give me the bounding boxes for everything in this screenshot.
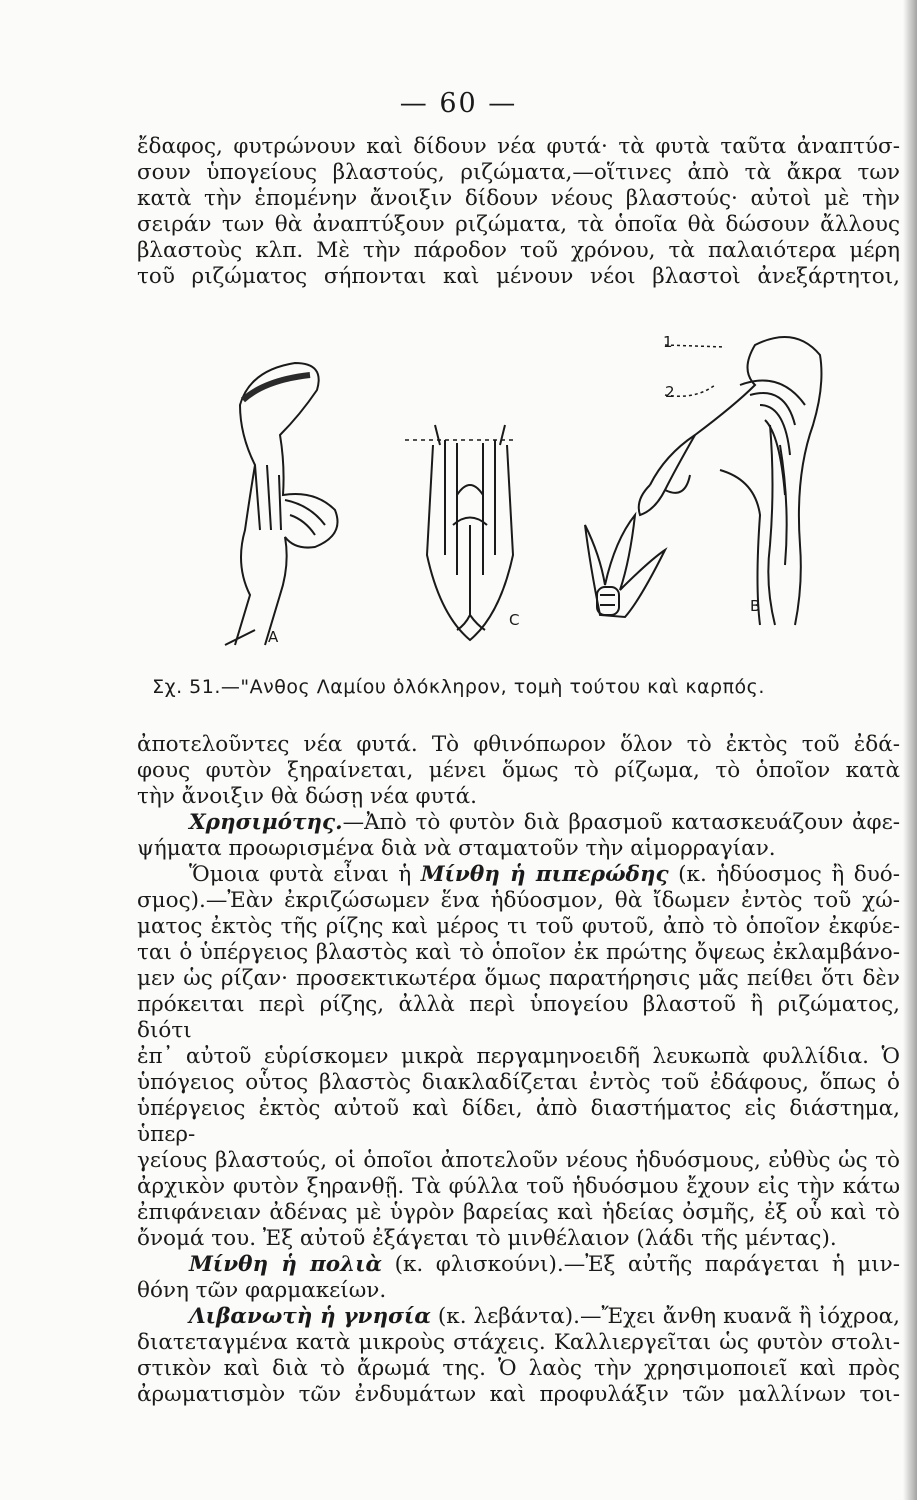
- text-line: ματος ἐκτὸς τῆς ρίζης καὶ μέρος τι τοῦ φυτοῦ, ἀπὸ τὸ ὁποῖον ἐκφύε-: [137, 914, 900, 939]
- text-line: ἀρχικὸν φυτὸν ξηρανθῇ. Τὰ φύλλα τοῦ ἡδυόσμου ἔχουν εἰς τὴν κάτω: [137, 1174, 900, 1199]
- fruit-drawing: [585, 515, 665, 617]
- paragraph-mint-polia: [137, 1252, 900, 1278]
- figure-label-1: 1: [663, 333, 673, 351]
- text-line: ται ὁ ὑπέργειος βλαστὸς καὶ τὸ ὁποῖον ἐκ πρώτης ὄψεως ἐκλαμβάνο-: [137, 940, 900, 965]
- text-line: ψήματα προωρισμένα διὰ νὰ σταματοῦν τὴν αἱμορραγίαν.: [137, 836, 776, 861]
- text-line: ἐπιφάνειαν ἀδένας μὲ ὑγρὸν βαρείας καὶ ἡδείας ὀσμῆς, ἐξ οὗ καὶ τὸ: [137, 1200, 900, 1225]
- page-number: — 60 —: [399, 88, 518, 119]
- paragraph-lavender: [137, 1304, 900, 1330]
- paragraph-usefulness: [137, 810, 900, 836]
- text-line: ὄνομά του. Ἐξ αὐτοῦ ἐξάγεται τὸ μινθέλαιον (λάδι τῆς μέντας).: [137, 1226, 837, 1251]
- section-heading: Χρησιμότης.: [189, 810, 343, 835]
- text-line: σμος).—Ἐὰν ἐκριζώσωμεν ἕνα ἡδύοσμον, θὰ ἴδωμεν ἐντὸς τοῦ χώ-: [137, 888, 900, 913]
- figure-label-2: 2: [665, 383, 675, 401]
- text-run: (κ. ἡδύοσμος ἢ δυό-: [668, 862, 900, 887]
- species-heading: Λιβανωτὴ ἡ γνησία: [189, 1304, 431, 1329]
- text-run: Ὅμοια φυτὰ εἶναι ἡ: [189, 862, 421, 887]
- text-line: ὑπόγειος οὗτος βλαστὸς διακλαδίζεται ἐντὸς τοῦ ἐδάφους, ὅπως ὁ: [137, 1070, 900, 1095]
- text-line: ὑπέργειος ἐκτὸς αὐτοῦ καὶ δίδει, ἀπὸ διαστήματος εἰς διάστημα, ὑπερ-: [137, 1096, 900, 1147]
- text-line: γείους βλαστούς, οἱ ὁποῖοι ἀποτελοῦν νέους ἡδυόσμους, εὐθὺς ὡς τὸ: [137, 1148, 900, 1173]
- text-run: —Ἀπὸ τὸ φυτὸν διὰ βρασμοῦ κατασκευάζουν ἀφε-: [342, 810, 900, 835]
- lamium-flower-figure: [195, 325, 825, 665]
- text-line: τὴν ἄνοιξιν θὰ δώσῃ νέα φυτά.: [137, 784, 477, 809]
- text-run: (κ. λεβάντα).—Ἔχει ἄνθη κυανᾶ ἢ ἰόχροα,: [430, 1304, 900, 1329]
- species-heading: Μίνθη ἡ πολιὰ: [189, 1252, 383, 1277]
- text-line: ἀρωματισμὸν τῶν ἐνδυμάτων καὶ προφυλάξιν τῶν μαλλίνων τοι-: [137, 1382, 900, 1407]
- figure-label-c: C: [509, 611, 520, 629]
- figure-caption: Σχ. 51.—"Ανθος Λαμίου ὁλόκληρον, τομὴ τούτου καὶ καρπός.: [152, 676, 765, 698]
- figure-label-a: A: [268, 628, 279, 646]
- page-edge-shadow: [903, 0, 917, 1500]
- text-line: ἐπ᾽ αὐτοῦ εὑρίσκομεν μικρὰ περγαμηνοειδῆ λευκωπὰ φυλλίδια. Ὁ: [137, 1044, 900, 1069]
- top-paragraph: [137, 134, 900, 290]
- corolla-drawing: [639, 337, 822, 625]
- text-line: στικὸν καὶ διὰ τὸ ἄρωμά της. Ὁ λαὸς τὴν χρησιμοποιεῖ καὶ πρὸς: [137, 1356, 900, 1381]
- text-line: κατὰ τὴν ἑπομένην ἄνοιξιν δίδουν νέους βλαστούς· αὐτοὶ μὲ τὴν: [137, 186, 900, 211]
- text-line: φους φυτὸν ξηραίνεται, μένει ὅμως τὸ ρίζωμα, τὸ ὁποῖον κατὰ: [137, 758, 900, 783]
- species-heading: Μίνθη ἡ πιπερώδης: [420, 862, 669, 887]
- text-line: βλαστοὺς κλπ. Μὲ τὴν πάροδον τοῦ χρόνου, τὰ παλαιότερα μέρη: [137, 238, 900, 263]
- text-run: (κ. φλισκούνι).—Ἐξ αὐτῆς παράγεται ἡ μιν-: [382, 1252, 900, 1277]
- text-line: ἔδαφος, φυτρώνουν καὶ δίδουν νέα φυτά· τὰ φυτὰ ταῦτα ἀναπτύσ-: [137, 134, 900, 159]
- text-line: πρόκειται περὶ ρίζης, ἀλλὰ περὶ ὑπογείου βλαστοῦ ἢ ριζώματος, διότι: [137, 992, 900, 1043]
- text-line: ἀποτελοῦντες νέα φυτά. Τὸ φθινόπωρον ὅλον τὸ ἐκτὸς τοῦ ἐδά-: [137, 732, 900, 757]
- text-line: τοῦ ριζώματος σήπονται καὶ μένουν νέοι βλαστοὶ ἀνεξάρτητοι,: [137, 264, 900, 289]
- flower-section-drawing: [405, 425, 515, 640]
- text-line: σουν ὑπογείους βλαστούς, ριζώματα,—οἵτινες ἀπὸ τὰ ἄκρα των: [137, 160, 900, 185]
- text-line: μεν ὡς ρίζαν· προσεκτικωτέρα ὅμως παρατήρησις μᾶς πείθει ὅτι δὲν: [137, 966, 900, 991]
- text-line: θόνη τῶν φαρμακείων.: [137, 1278, 387, 1303]
- text-line: διατεταγμένα κατὰ μικροὺς στάχεις. Καλλιεργεῖται ὡς φυτὸν στολι-: [137, 1330, 900, 1355]
- figure-label-b: B: [750, 597, 761, 615]
- paragraph-mint: [137, 862, 900, 888]
- body-text: [137, 732, 900, 1408]
- flower-whole-drawing: [225, 363, 338, 645]
- text-line: σειράν των θὰ ἀναπτύξουν ριζώματα, τὰ ὁποῖα θὰ δώσουν ἄλλους: [137, 212, 900, 237]
